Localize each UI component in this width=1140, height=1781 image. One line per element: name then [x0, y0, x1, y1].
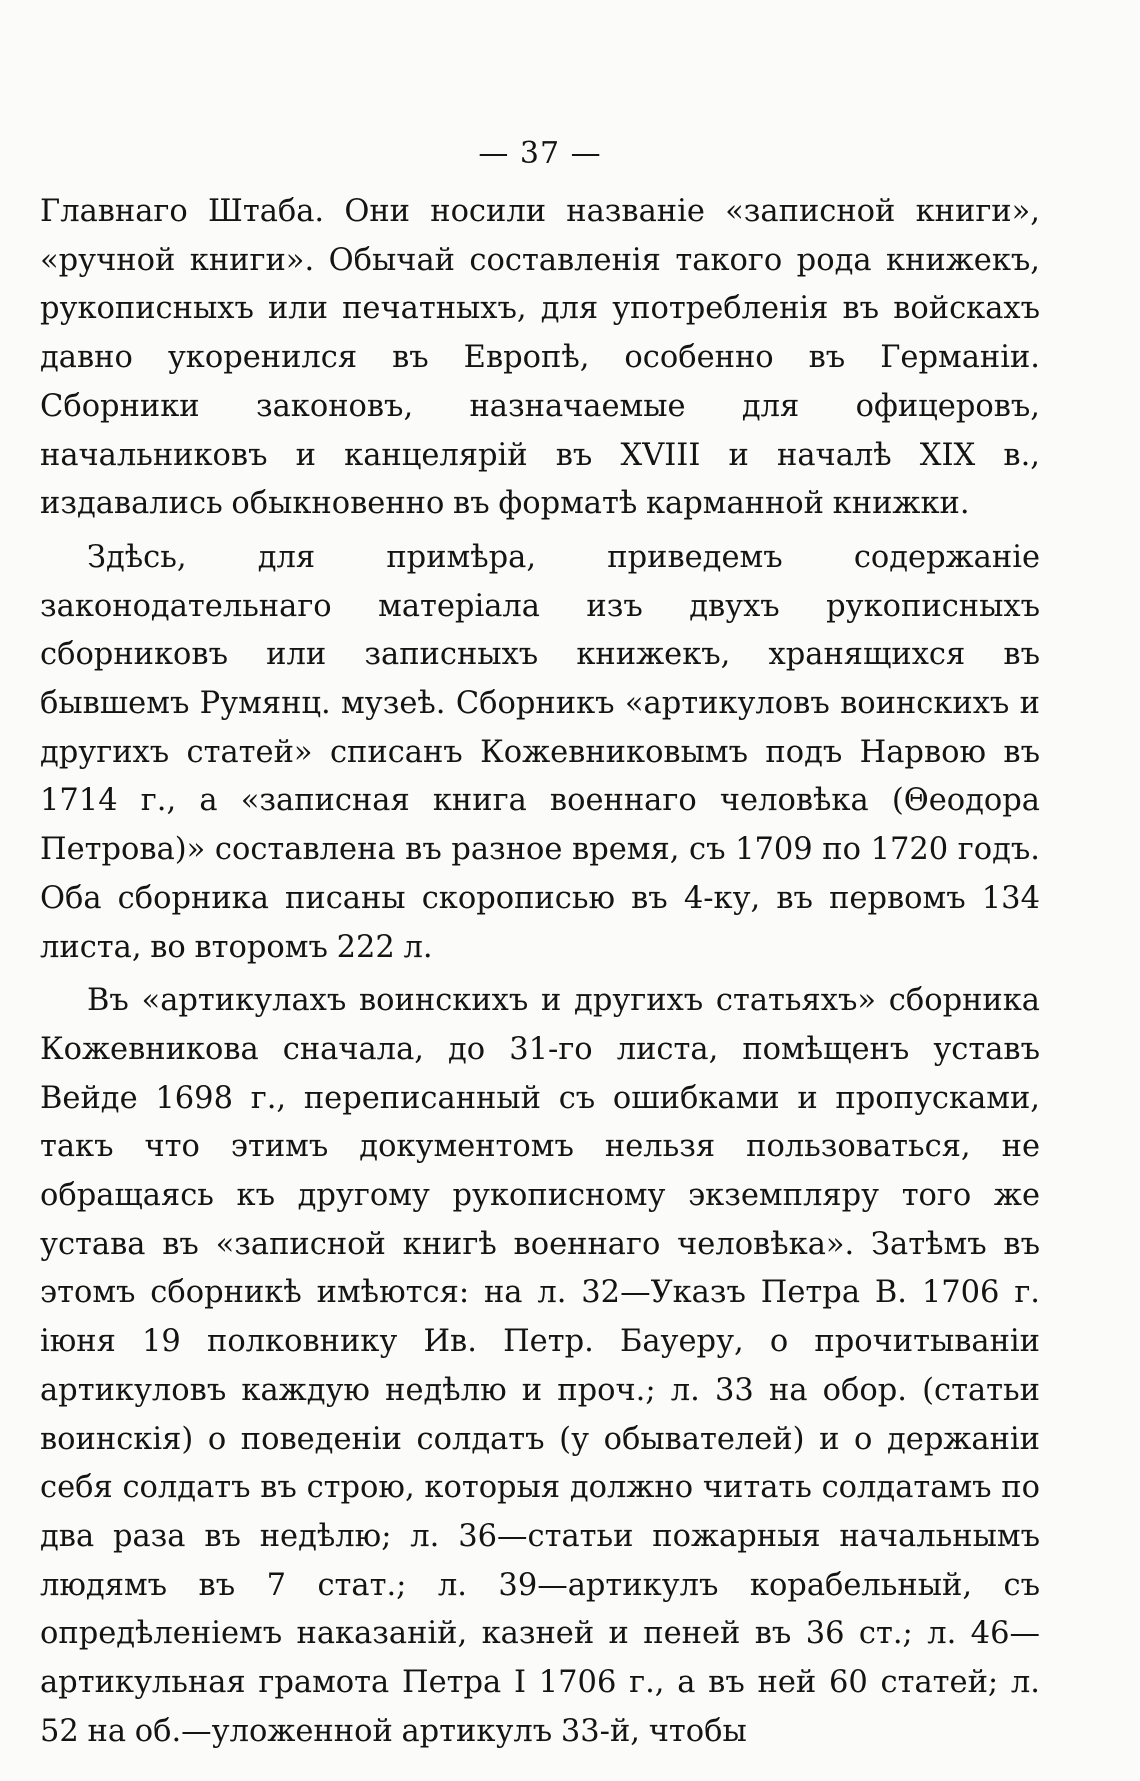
paragraph-3-text: Въ «артикулахъ воинскихъ и другихъ статьяхъ» сборника Кожевникова сначала, до 31-го листа, помѣщенъ уставъ Вейде 1698 г., переписанный съ ошибками и пропусками, такъ что этимъ документомъ нельзя пользоваться, не обращаясь къ другому рукописному экземпляру того же устава въ «записной книгѣ военнаго человѣка». Затѣмъ въ этомъ сборникѣ имѣются: на л. 32—Указъ Петра В. 1706 г. іюня 19 полковнику Ив. Петр. Бауеру, о прочитываніи артикуловъ каждую недѣлю и проч.; л. 33 на обор. (статьи воинскія) о поведеніи солдатъ (у обывателей) и о держаніи себя солдатъ въ строю, которыя должно читать солдатамъ по два раза въ недѣлю; л. 36—статьи пожарныя начальнымъ людямъ въ 7 стат.; л. 39—артикулъ корабельный, съ опредѣленіемъ наказаній, казней и пеней въ 36 ст.; л. 46—артикульная грамота Петра I 1706 г., а въ ней 60 статей; л. 52 на об.—уложенной артикулъ 33-й, чтобы: [40, 983, 1049, 1749]
paragraph-2-text: Здѣсь, для примѣра, приведемъ содержаніе законодательнаго матеріала изъ двухъ рукописныхъ сборниковъ или записныхъ книжекъ, хранящихся въ бывшемъ Румянц. музеѣ. Сборникъ «артикуловъ воинскихъ и другихъ статей» списанъ Кожевниковымъ подъ Нарвою въ 1714 г., а «записная книга военнаго человѣка (Θеодора Петрова)» составлена въ разное время, съ 1709 по 1720 годъ. Оба сборника писаны скорописью въ 4-ку, въ первомъ 134 листа, во второмъ 222 л.: [40, 539, 1049, 965]
body-text: [40, 188, 1049, 1757]
paragraph-2: [40, 534, 1049, 972]
paragraph-1: [40, 188, 1049, 529]
paragraph-3: [40, 977, 1049, 1756]
document-page: [40, 132, 1049, 1757]
page-number: — 37 —: [478, 136, 602, 171]
paragraph-1-text: Главнаго Штаба. Они носили названіе «записной книги», «ручной книги». Обычай составленія такого рода книжекъ, рукописныхъ или печатныхъ, для употребленія въ войскахъ давно укоренился въ Европѣ, особенно въ Германіи. Сборники законовъ, назначаемые для офицеровъ, начальниковъ и канцелярій въ XVIII и началѣ XIX в., издавались обыкновенно въ форматѣ карманной книжки.: [40, 194, 1049, 522]
